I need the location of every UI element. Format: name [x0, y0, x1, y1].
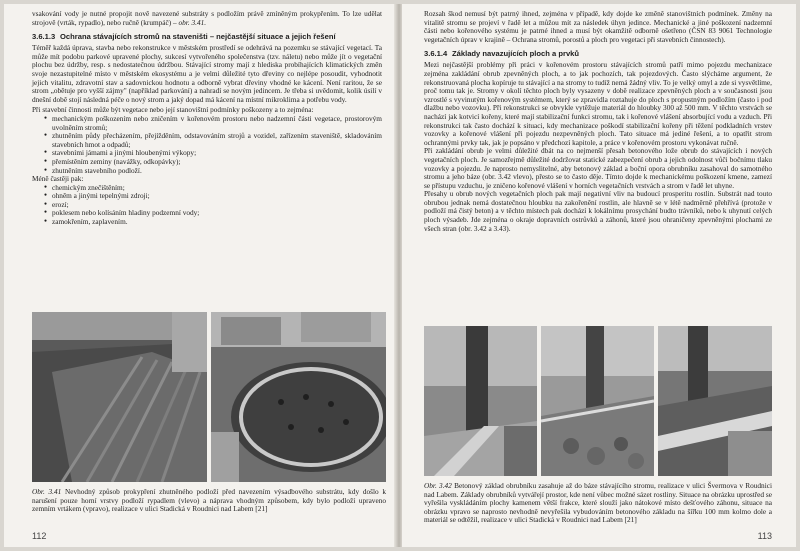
right-figure-photos — [424, 326, 772, 476]
right-paragraph-0: Rozsah škod nemusí být patrný ihned, zejména v případě, kdy dojde ke změně stanovištních podmínek. Změny na vitalitě stromu se projeví v řadě let a můžou mít za následek úhyn jedince. Mechanické a jiné poškození nadzemní části nebo kořenového systému je patrné ihned a musí být okamžitě odborně ošetřeno (ČSN 83 9061 Technologie vegetačních úprav v krajině – Ochrana stromů, porostů a ploch pro vegetaci při stavebních činnostech). — [424, 9, 772, 44]
list-item: ● chemickým znečištěním; — [44, 184, 382, 193]
right-section-title: Základy navazujících ploch a prvků — [452, 49, 580, 59]
left-paragraph-3: Méně častěji pak: — [32, 174, 84, 184]
left-section-heading — [32, 32, 382, 41]
right-caption-label: Obr. 3.42 — [424, 481, 452, 490]
right-paragraph-2: Při zakládání obrub je velmi důležité dbát na co nejmenší přesah betonového lože obrub do stávajících i nových vegetačních ploch. Je samozřejmě důležité dodržovat statické zabezpečení obrub a jejich odolnost vůči bočnímu tlaku vozovky a pojezdu. Je naprosto nemyslitelné, aby betonový základ a boční opora obrubníku zasahoval do samotného stromu a jeho báze (obr. 3.42 vlevo), přesto se to často děje. Tímto dojde k mechanickému poškození kmene, zamezí se přístupu vzduchu, je zničeno kořenové vlášení v horních vegetačních vrstvách a strom v řadě let uhyne. — [424, 146, 772, 190]
left-section-title: Ochrana stávajících stromů na staveništi – nejčastější situace a jejich řešení — [60, 32, 336, 42]
photo-concrete-curb-base — [658, 326, 772, 476]
list-item: ● erozí; — [44, 201, 382, 210]
list-item: ● zhutněním stavebního podloží. — [44, 167, 382, 176]
left-page-number: 112 — [32, 531, 47, 541]
left-figure-photos — [32, 312, 386, 482]
left-bullet-list-2 — [32, 184, 382, 227]
list-item: ● poklesem nebo kolísáním hladiny podzemní vody; — [44, 209, 382, 218]
left-paragraph-1: Téměř každá úprava, stavba nebo rekonstrukce v městském prostředí se odehrává na pozemku se stávající vegetací. Ta může mít podobu parkové upravené plochy, sukcesí vytvořeného společenstva (tzv. náletu) nebo může jít o vegetační plochu bez údržby, resp. s nedostatečnou údržbou. Stávající stromy mají z hlediska probíhajících klimatických změn svoje nezastupitelné místo v městském ekosystému a je velmi důležité tyto dřeviny co nejlépe posoudit, vyhodnotit jejich vitalitu, zdravotní stav a sadovnickou hodnotu a odborně vybrat dřeviny vhodné ke kácení. Není raritou, že se strom „obětuje pro vyšší zájmy" (například parkování) a nahradí se novým jedincem. Je třeba si uvědomit, kolik úsilí v dnešní době stojí následná péče o nový strom a jaký dopad má kácení na místní mikroklima a potřebu vody. — [32, 43, 382, 104]
list-item: ● zamokřením, zaplavením. — [44, 218, 382, 227]
list-item: ● stavebními jámami a jinými hloubenými výkopy; — [44, 149, 382, 158]
left-intro-figure-ref: obr. 3.41. — [178, 17, 207, 27]
list-item: ● ohněm a jinými tepelnými zdroji; — [44, 192, 382, 201]
left-paragraph-2: Při stavební činnosti může být vegetace nebo její stanovištní podmínky poškozeny a to zejména: — [32, 105, 314, 115]
right-section-number: 3.6.1.4 — [424, 49, 448, 59]
photo-stone-filled-area — [541, 326, 654, 476]
right-page — [402, 4, 796, 547]
left-intro-paragraph: vsakování vody je nutné propojit nově navezené substráty s podložím právě zmíněným prokypřením. To lze udělat strojově (vrták, rypadlo), nebo ručně (krumpáč) – obr. 3.41. — [32, 9, 382, 27]
right-figure-caption — [424, 482, 772, 525]
left-page — [4, 4, 396, 547]
right-section-heading — [424, 49, 772, 58]
list-item: ● zhutněním půdy přecházením, přejížděním, odstavováním strojů a vozidel, zařízením staveniště, skladováním stavebních hmot a odpadů; — [44, 132, 382, 149]
left-bullet-list-1 — [32, 115, 382, 175]
left-section-number: 3.6.1.3 — [32, 32, 56, 42]
right-paragraph-3: Přesahy u obrub nových vegetačních ploch pak mají negativní vliv na budoucí prosperitu rostlin. Substrát nad touto obrubou jednak nemá dostatečnou hloubku na zakořenění rostlin, ale hlavně se v létě nadměrně přehřívá (protože v podloží má čistý beton) a v těchto místech pak dochází k lokálnímu prosychání budto trávníků, nebo k uhynutí celých ploch výsadeb. Jde zejména o okraje dopravních ostrůvků a záhonů, které jsou ohraničeny zpevněnými plochami ze všech stran (obr. 3.42 a 3.43). — [424, 189, 772, 233]
right-page-number: 113 — [757, 531, 772, 541]
left-caption-label: Obr. 3.41 — [32, 487, 62, 496]
list-item: ● mechanickým poškozením nebo zničením v kořenovém prostoru nebo nadzemní části vegetace, prostorovým uvolněním stromů; — [44, 115, 382, 132]
left-figure-caption — [32, 488, 386, 514]
left-caption-text: Nevhodný způsob prokypření zhutněného podloží před navezením výsadbového substrátu, kdy došlo k narušení pouze horní vrstvy podloží rypadlem (vlevo) a náprava vhodným způsobem, kdy bylo podloží upraveno zemním vrtákem (vpravo), realizace v ulici Stadická v Roudnici nad Labem [21] — [32, 487, 386, 514]
right-caption-text: Betonový základ obrubníku zasahuje až do báze stávajícího stromu, realizace v ulici Švermova v Roudnici nad Labem. Základy obrubníků vytvářejí prostor, kde není vůbec možné sázet rostliny. Situace na obrázku uprostřed se vyřešila vyskládáním plochy kamenem větší frakce, které slouží jako nátokové místo dešťového záhonu, situace na obrázku vpravo se naprosto nevhodně nevyřešila vybudováním betonového základu na šířku 100 mm kolmo dole a materiál se odtěžil, realizace v ulici Stadická v Roudnici nad Labem [21] — [424, 481, 773, 525]
right-paragraph-1: Mezi nejčastější problémy při práci v kořenovém prostoru stávajících stromů patří mimo pojezdu mechanizace zejména zakládání obrub zpevněných ploch, a to jak pochozích, tak pojezdových. Často slýcháme argument, že rekonstruovaná plocha kopíruje tu stávající a na stromy to tudíž nemá žádný vliv. To je velký omyl a zde si vysvětlíme, proč tomu tak je. Stromy v okolí těchto ploch byly vysazeny v době realizace zpevněných ploch a v současnosti jsou vzrostlé s vyvinutým kořenovým systémem, který se zpravidla roztahuje do ploch s propustným podložím (často i pod dlažbu nebo vozovku). Při rekonstrukci se obvykle vytěžuje materiál do hloubky 300 až 500 mm. V těchto vrstvách se nachází jak kotvicí kořeny, které mají stabilizační funkci stromu, tak i kořenové vlášení absorbující vodu a vzduch. Při rekonstrukci tak často dochází k situaci, kdy mechanizace poškodí stabilizační kořeny při těžení podkladních vrstev vozovky a kořenové vlášení při pojezdu nezpevněných ploch. Tato situace má jediné řešení, a to opatřit strom ochrannými prvky tak, jak je popsáno v předchozí kapitole, a práce v kořenovém prostoru vykonávat ručně. — [424, 60, 772, 147]
photo-drilled-subsoil — [211, 312, 386, 482]
photo-curb-at-tree-base — [424, 326, 537, 476]
photo-rough-subsoil — [32, 312, 207, 482]
list-item: ● přemístěním zeminy (navážky, odkopávky); — [44, 158, 382, 167]
